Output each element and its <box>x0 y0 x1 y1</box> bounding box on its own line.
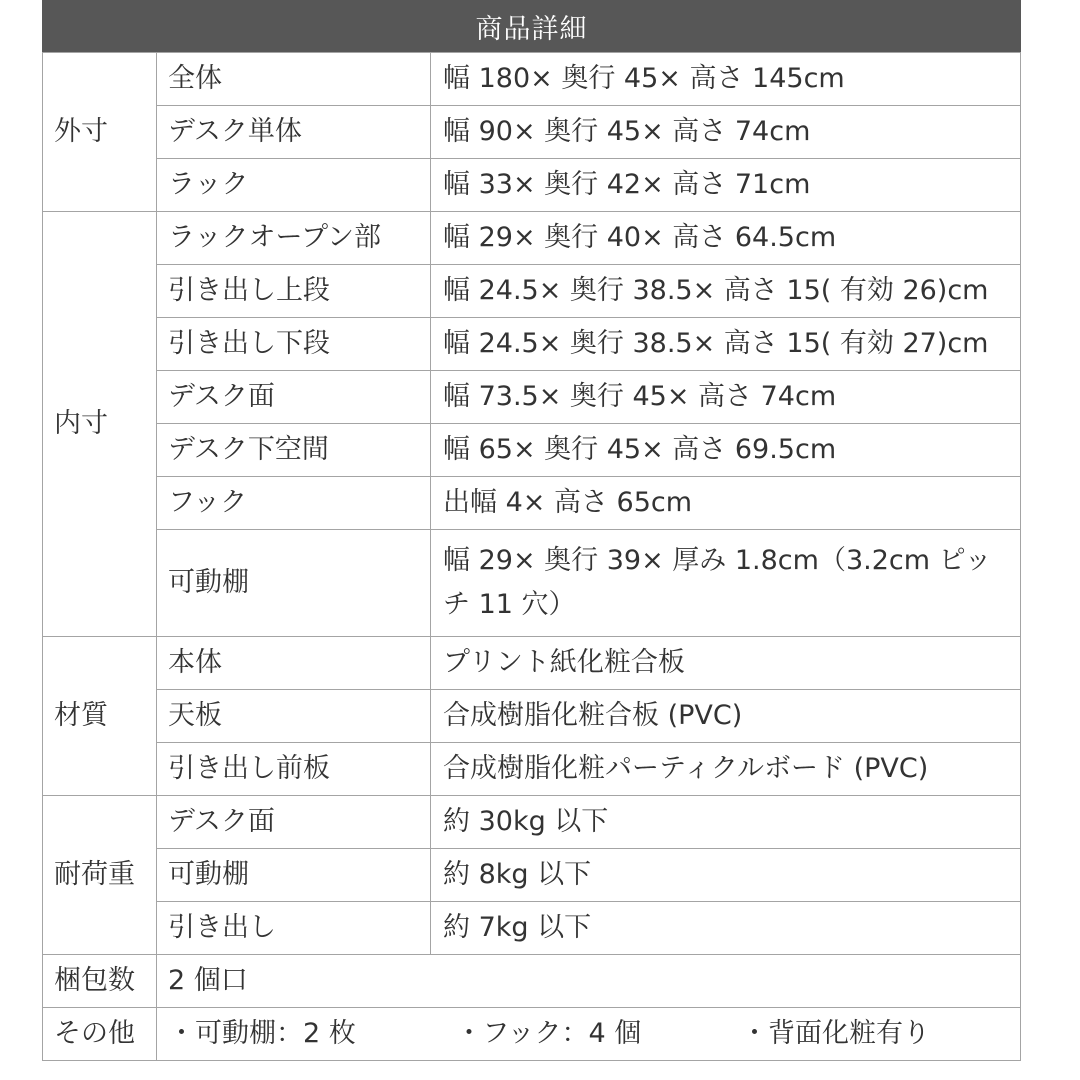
item-cell: 天板 <box>157 690 431 743</box>
value-cell: 約 30kg 以下 <box>431 796 1021 849</box>
product-details-sheet <box>42 0 1021 1061</box>
table-row <box>43 318 1021 371</box>
table-row <box>43 265 1021 318</box>
others-item: ・フック：4 個 <box>455 1018 642 1049</box>
value-cell: 幅 24.5× 奥行 38.5× 高さ 15( 有効 27)cm <box>431 318 1021 371</box>
value-cell: 幅 24.5× 奥行 38.5× 高さ 15( 有効 26)cm <box>431 265 1021 318</box>
value-cell: 約 8kg 以下 <box>431 849 1021 902</box>
item-cell: ラック <box>157 159 431 212</box>
value-cell: 幅 33× 奥行 42× 高さ 71cm <box>431 159 1021 212</box>
value-cell: プリント紙化粧合板 <box>431 637 1021 690</box>
table-row <box>43 159 1021 212</box>
value-cell: 約 7kg 以下 <box>431 902 1021 955</box>
category-cell: 耐荷重 <box>43 796 157 955</box>
table-row <box>43 743 1021 796</box>
value-cell: 幅 180× 奥行 45× 高さ 145cm <box>431 53 1021 106</box>
item-cell: デスク下空間 <box>157 424 431 477</box>
item-cell: 本体 <box>157 637 431 690</box>
item-cell: デスク面 <box>157 371 431 424</box>
value-cell: 合成樹脂化粧パーティクルボード (PVC) <box>431 743 1021 796</box>
table-row <box>43 212 1021 265</box>
table-row <box>43 902 1021 955</box>
others-item: ・背面化粧有り <box>740 1018 930 1049</box>
value-cell: 幅 65× 奥行 45× 高さ 69.5cm <box>431 424 1021 477</box>
table-row <box>43 477 1021 530</box>
value-cell: 合成樹脂化粧合板 (PVC) <box>431 690 1021 743</box>
category-cell: 内寸 <box>43 212 157 637</box>
table-row <box>43 1008 1021 1061</box>
category-cell: 外寸 <box>43 53 157 212</box>
item-cell: 引き出し上段 <box>157 265 431 318</box>
others-cell <box>157 1008 1021 1061</box>
item-cell: ラックオープン部 <box>157 212 431 265</box>
spec-table <box>42 52 1021 1061</box>
category-cell: その他 <box>43 1008 157 1061</box>
table-row <box>43 637 1021 690</box>
item-cell: 引き出し下段 <box>157 318 431 371</box>
table-row <box>43 53 1021 106</box>
table-row <box>43 530 1021 637</box>
table-row <box>43 371 1021 424</box>
others-item: ・可動棚：2 枚 <box>168 1018 356 1049</box>
table-row <box>43 690 1021 743</box>
item-cell: デスク面 <box>157 796 431 849</box>
value-cell: 幅 29× 奥行 40× 高さ 64.5cm <box>431 212 1021 265</box>
category-cell: 材質 <box>43 637 157 796</box>
others-list <box>168 1016 1010 1052</box>
value-cell: 幅 29× 奥行 39× 厚み 1.8cm（3.2cm ピッチ 11 穴） <box>431 530 1021 637</box>
value-cell: 幅 90× 奥行 45× 高さ 74cm <box>431 106 1021 159</box>
category-cell: 梱包数 <box>43 955 157 1008</box>
item-cell: フック <box>157 477 431 530</box>
item-cell: デスク単体 <box>157 106 431 159</box>
value-cell: 出幅 4× 高さ 65cm <box>431 477 1021 530</box>
table-row <box>43 849 1021 902</box>
product-details-title: 商品詳細 <box>42 0 1021 52</box>
table-row <box>43 424 1021 477</box>
item-cell: 全体 <box>157 53 431 106</box>
value-cell: 幅 73.5× 奥行 45× 高さ 74cm <box>431 371 1021 424</box>
table-row <box>43 955 1021 1008</box>
table-row <box>43 106 1021 159</box>
item-cell: 引き出し <box>157 902 431 955</box>
item-cell: 可動棚 <box>157 849 431 902</box>
item-cell: 引き出し前板 <box>157 743 431 796</box>
table-row <box>43 796 1021 849</box>
item-cell: 可動棚 <box>157 530 431 637</box>
packages-value: 2 個口 <box>157 955 1021 1008</box>
